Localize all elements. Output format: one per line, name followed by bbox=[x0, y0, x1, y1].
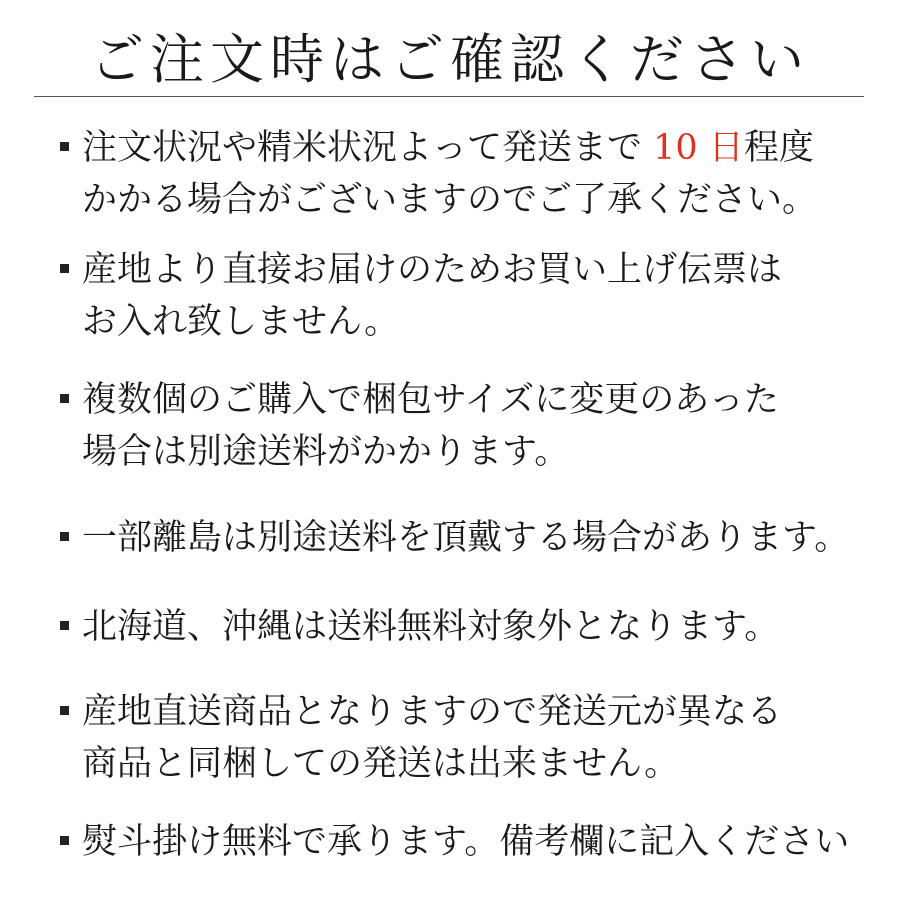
bullet-icon bbox=[60, 836, 69, 845]
notice-item-shipping-time bbox=[52, 122, 872, 226]
notice-text bbox=[82, 601, 779, 653]
notice-line-2: お入れ致しません。 bbox=[82, 302, 400, 342]
bullet-icon bbox=[60, 621, 69, 630]
notice-line-1: 複数個のご購入で梱包サイズに変更のあった bbox=[82, 380, 779, 420]
notice-line-2: 商品と同梱しての発送は出来ません。 bbox=[82, 744, 680, 784]
bullet-icon bbox=[60, 264, 69, 273]
notice-text bbox=[82, 122, 817, 226]
page-title: ご注文時はご確認ください bbox=[90, 28, 810, 91]
notice-line-2: かかる場合がございますのでご了承ください。 bbox=[82, 180, 818, 220]
bullet-icon bbox=[60, 394, 69, 403]
highlight-days: 10 日 bbox=[653, 128, 744, 168]
notice-text bbox=[82, 512, 849, 564]
title-divider bbox=[34, 96, 864, 97]
notice-item-remote-islands bbox=[52, 512, 872, 564]
notice-text bbox=[82, 374, 779, 478]
notice-line-1: 産地直送商品となりますので発送元が異なる bbox=[82, 692, 783, 732]
notice-line-2: 場合は別途送料がかかります。 bbox=[82, 432, 570, 472]
bullet-icon bbox=[60, 532, 69, 541]
bullet-icon bbox=[60, 142, 69, 151]
notice-text bbox=[82, 816, 849, 868]
notice-item-direct-shipping bbox=[52, 686, 872, 790]
notice-text bbox=[82, 686, 782, 790]
notice-line-1: 産地より直接お届けのためお買い上げ伝票は bbox=[82, 250, 783, 290]
notice-line-1: 注文状況や精米状況よって発送まで 10 日程度 bbox=[82, 128, 814, 168]
notice-item-no-receipt bbox=[52, 244, 872, 348]
notice-line-1: 熨斗掛け無料で承ります。備考欄に記入ください bbox=[82, 822, 850, 862]
notice-line-1: 一部離島は別途送料を頂戴する場合があります。 bbox=[82, 518, 850, 558]
bullet-icon bbox=[60, 706, 69, 715]
notice-text bbox=[82, 244, 782, 348]
notice-line-1: 北海道、沖縄は送料無料対象外となります。 bbox=[82, 607, 780, 647]
notice-item-noshi-wrapping bbox=[52, 816, 872, 868]
notice-item-hokkaido-okinawa bbox=[52, 601, 872, 653]
notice-item-package-size bbox=[52, 374, 872, 478]
